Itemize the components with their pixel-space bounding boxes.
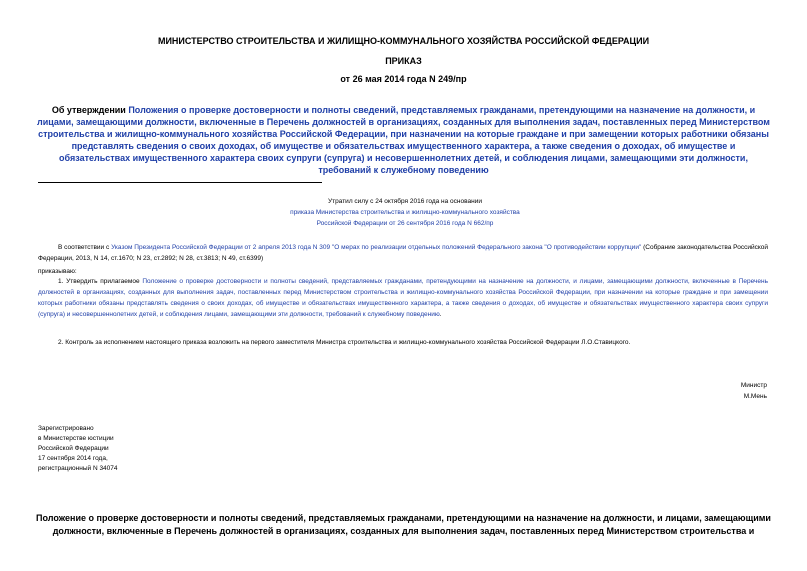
registration-line5: регистрационный N 34074 [38,465,118,472]
registration-line2: в Министерстве юстиции [38,435,114,442]
signature-position: Министр [740,382,767,389]
signature-block [741,380,767,402]
item-1-start: 1. Утвердить прилагаемое [58,278,143,285]
item-1-end: . [439,311,442,318]
ministry-header: МИНИСТЕРСТВО СТРОИТЕЛЬСТВА И ЖИЛИЩНО-КОММУНАЛЬНОГО ХОЗЯЙСТВА РОССИЙСКОЙ ФЕДЕРАЦИИ [157,36,650,46]
lost-force-line1: Утратил силу с 24 октября 2016 года на основании [328,198,482,205]
registration-line1: Зарегистрировано [38,425,94,432]
doc-type-header: ПРИКАЗ [385,56,422,66]
lost-force-link-line3[interactable]: Российской Федерации от 26 сентября 2016 года N 662/пр [316,220,494,227]
signature-name: М.Мень [743,393,767,400]
item-2-paragraph: 2. Контроль за исполнением настоящего приказа возложить на первого заместителя Министра строительства и жилищно-коммунального хозяйства Российской Федерации Л.О.Ставицкого. [58,339,631,346]
lost-force-note [240,196,570,229]
regulation-title: Положение о проверке достоверности и полноты сведений, представляемых гражданами, претендующими на назначение на должности, и лицами, замещающими должности, включенные в Перечень должностей в организациях, созданных для выполнения задач, поставленных перед Министерством строительства и [36,513,771,536]
registration-line3: Российской Федерации [38,445,109,452]
document-title [36,104,771,176]
divider [38,182,322,183]
preamble-end: (Собрание законодательства Российской Федерации, 2013, N 14, ст.1670; N 23, ст.2892; N 28, ст.3813; N 49, ст.6399) [38,244,769,262]
title-link[interactable]: Положения о проверке достоверности и полноты сведений, представляемых гражданами, претендующими на назначение на должности, и лицами, замещающими должности, включенные в Перечень должностей в организациях, созданных для выполнения задач, поставленных перед Министерством строительства и жилищно-коммунального хозяйства Российской Федерации, при назначении на которые граждане и при замещении которых работники обязаны представлять сведения о своих доходах, об имуществе и обязательствах имущественного характера, а также сведения о доходах, об имуществе и обязательствах имущественного характера своих супруги (супруга) и несовершеннолетних детей, и соблюдения лицами, замещающими эти должности, требований к служебному поведению [37,105,770,175]
item-1-link[interactable]: Положение о проверке достоверности и полноты сведений, представляемых гражданами, претендующими на назначение на должности, и лицами, замещающими должности, включенные в Перечень должностей в организациях, созданных для выполнения задач, поставленных перед Министерством строительства и жилищно-коммунального хозяйства Российской Федерации, при назначении на которые граждане и при замещении которых работники обязаны представлять сведения о своих доходах, об имуществе и обязательствах имущественного характера, а также сведения о доходах, об имуществе и обязательствах имущественного характера своих супруги (супруга) и несовершеннолетних детей, и соблюдения лицами, замещающими эти должности, требований к служебному поведению [38,278,768,318]
item-1-paragraph [38,276,768,320]
preamble-link[interactable]: Указом Президента Российской Федерации от 2 апреля 2013 года N 309 "О мерах по реализации отдельных положений Федерального закона "О противодействии коррупции" [111,244,642,251]
title-prefix: Об утверждении [51,105,129,115]
lost-force-link-line2[interactable]: приказа Министерства строительства и жилищно-коммунального хозяйства [290,209,520,216]
doc-date-number: от 26 мая 2014 года N 249/пр [340,74,467,84]
preamble-paragraph [38,242,768,264]
registration-line4: 17 сентября 2014 года, [38,455,108,462]
order-word: приказываю: [38,268,77,275]
preamble-start: В соответствии с [58,244,112,251]
registration-block [38,424,118,474]
